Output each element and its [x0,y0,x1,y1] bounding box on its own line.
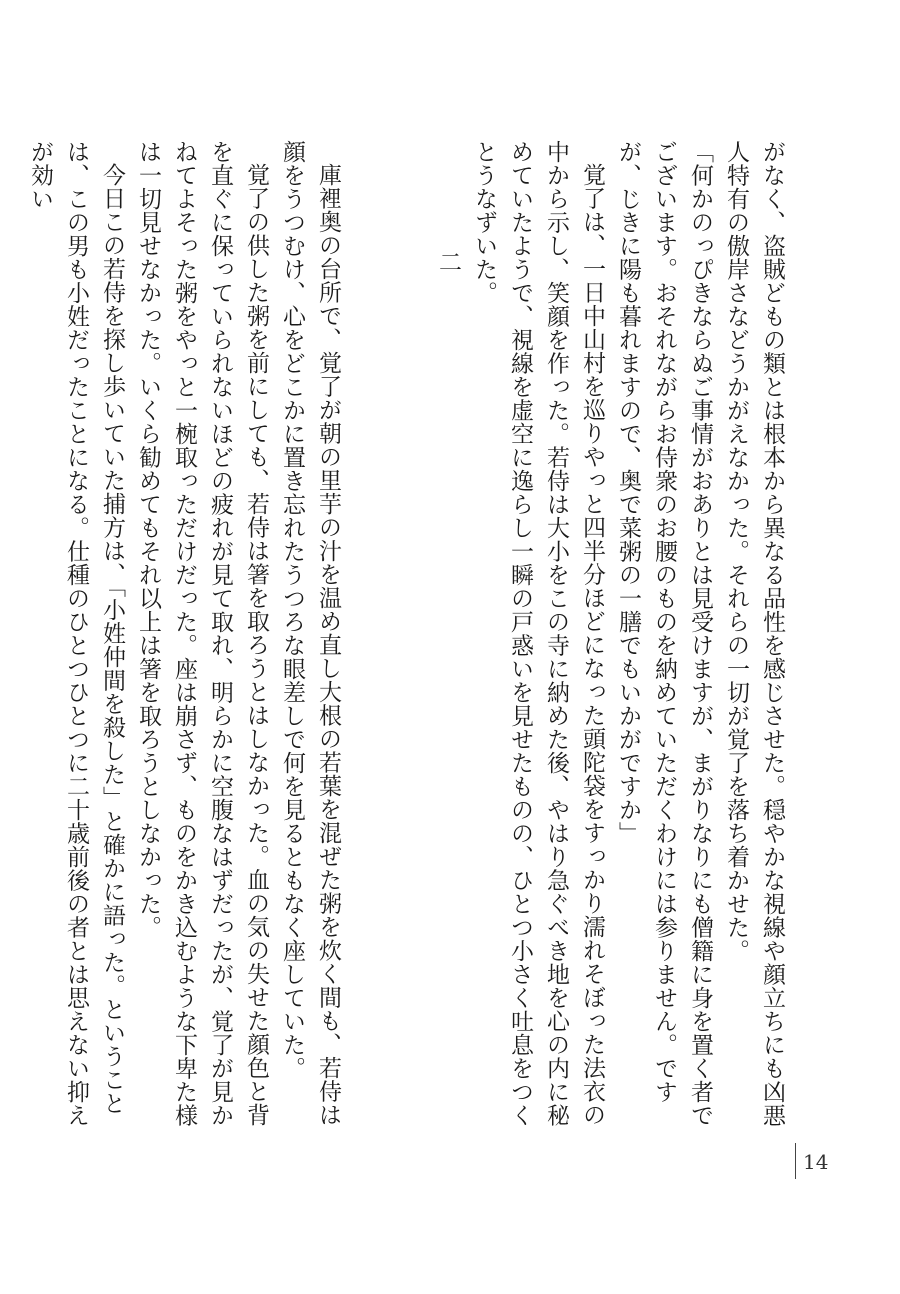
vertical-text-body [27,140,790,1140]
paragraph: がなく、盗賊どもの類とは根本から異なる品性を感じさせた。穏やかな視線や顔立ちにも凶悪人特有の傲岸さなどうかがえなかった。それらの一切が覚了を落ち着かせた。 [723,140,785,1127]
paragraph: 今日この若侍を探し歩いていた捕方は、「小姓仲間を殺した」と確かに語った。ということは、この男も小姓だったことになる。仕種のひとつひとつに二十歳前後の者とは思えない抑えが効い [27,140,125,1127]
page-number-rule [795,1143,796,1179]
section-heading: 二 [435,250,461,274]
paragraph: 覚了は、一日中山村を巡りやっと四半分ほどになった頭陀袋をすっかり濡れそぼった法衣の中から示し、笑顔を作った。若侍は大小をこの寺に納めた後、やはり急ぐべき地を心の内に秘めていたようで、視線を虚空に逸らし一瞬の戸惑いを見せたものの、ひとつ小さく吐息をつくとうなずいた。 [471,140,605,1127]
paragraph: 覚了の供した粥を前にしても、若侍は箸を取ろうとはしなかった。血の気の失せた顔色と背を直ぐに保っていられないほどの疲れが見て取れ、明らかに空腹なはずだったが、覚了が見かねてよそった粥をやっと一椀取っただけだった。座は崩さず、ものをかき込むような下卑た様は一切見せなかった。いくら勧めてもそれ以上は箸を取ろうとしなかった。 [135,140,269,1127]
paragraph: 「何かのっぴきならぬご事情がおありとは見受けますが、まがりなりにも僧籍に身を置く者でございます。おそれながらお侍衆のお腰のものを納めていただくわけには参りません。ですが、じきに陽も暮れますので、奥で菜粥の一膳でもいかがですか」 [615,140,713,1127]
page-number: 14 [803,1150,829,1174]
paragraph: 庫裡奥の台所で、覚了が朝の里芋の汁を温め直し大根の若葉を混ぜた粥を炊く間も、若侍は顔をうつむけ、心をどこかに置き忘れたうつろな眼差しで何を見るともなく座していた。 [279,140,341,1127]
